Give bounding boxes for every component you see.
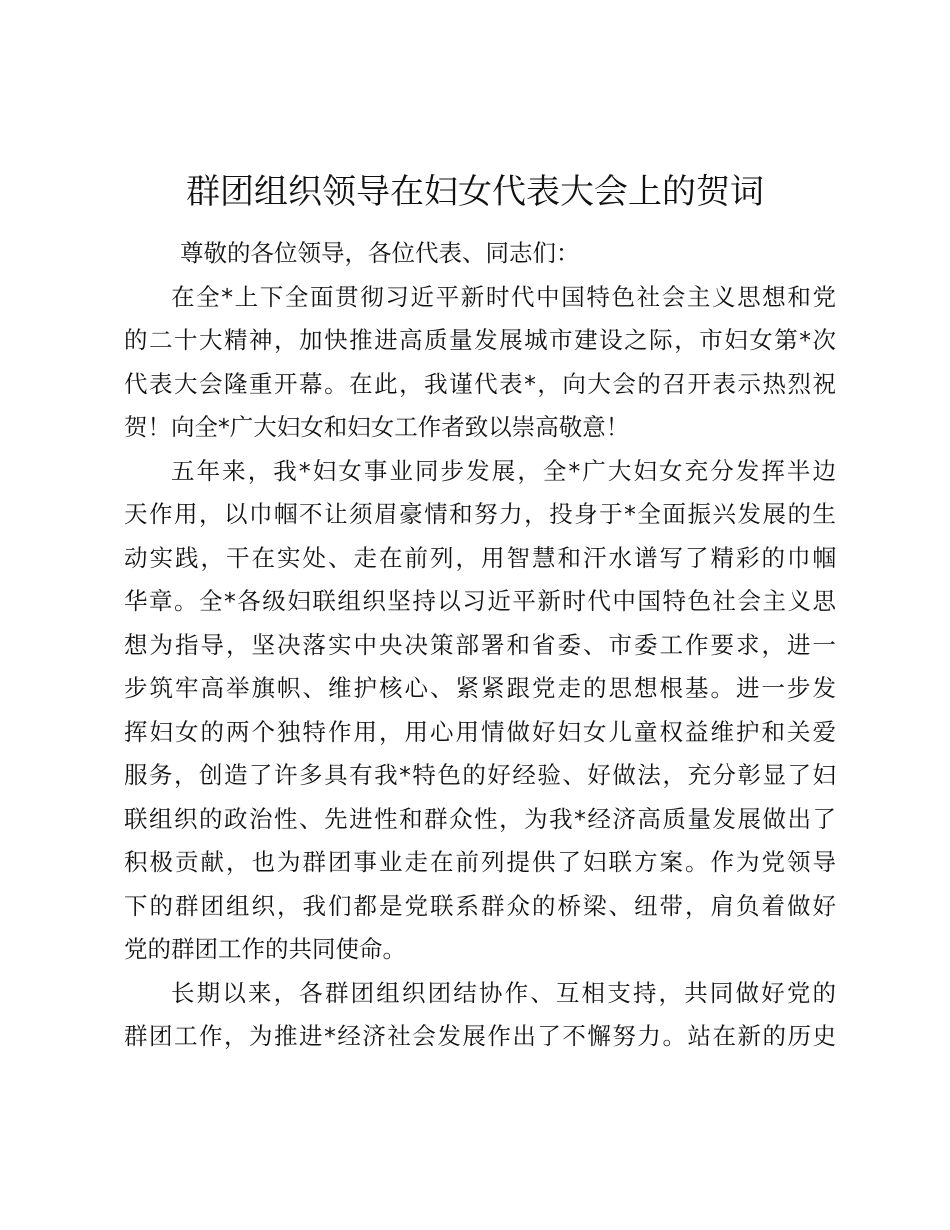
document-title: 群团组织领导在妇女代表大会上的贺词: [186, 172, 764, 212]
paragraph-1-line-3: 代表大会隆重开幕。在此，我谨代表*，向大会的召开表示热烈祝: [124, 369, 836, 398]
paragraph-1-line-2: 的二十大精神，加快推进高质量发展城市建设之际，市妇女第*次: [124, 326, 836, 354]
paragraph-1-line-4: 贺！向全*广大妇女和妇女工作者致以崇高敬意！: [124, 413, 630, 441]
document-body: [124, 232, 836, 1059]
paragraph-1-line-1: 在全*上下全面贯彻习近平新时代中国特色社会主义思想和党: [171, 282, 836, 311]
salutation-line: 尊敬的各位领导，各位代表、同志们：: [180, 239, 580, 267]
paragraph-2-line-10: 积极贡献，也为群团事业走在前列提供了妇联方案。作为党领导: [124, 848, 836, 876]
paragraph-2-line-11: 下的群团组织，我们都是党联系群众的桥梁、纽带，肩负着做好: [124, 891, 836, 920]
paragraph-2-line-5: 想为指导，坚决落实中央决策部署和省委、市委工作要求，进一: [124, 630, 836, 659]
paragraph-2-line-1: 五年来，我*妇女事业同步发展，全*广大妇女充分发挥半边: [171, 456, 836, 485]
paragraph-2-line-4: 华章。全*各级妇联组织坚持以习近平新时代中国特色社会主义思: [124, 587, 836, 615]
paragraph-2-line-7: 挥妇女的两个独特作用，用心用情做好妇女儿童权益维护和关爱: [124, 717, 836, 746]
paragraph-2-line-9: 联组织的政治性、先进性和群众性，为我*经济高质量发展做出了: [124, 804, 836, 833]
paragraph-2-line-12: 党的群团工作的共同使命。: [124, 935, 406, 963]
paragraph-2-line-3: 动实践，干在实处、走在前列，用智慧和汗水谱写了精彩的巾帼: [124, 543, 836, 572]
paragraph-3-line-1: 长期以来，各群团组织团结协作、互相支持，共同做好党的: [171, 978, 836, 1007]
paragraph-2-line-6: 步筑牢高举旗帜、维护核心、紧紧跟党走的思想根基。进一步发: [124, 674, 836, 702]
paragraph-3-line-2: 群团工作，为推进*经济社会发展作出了不懈努力。站在新的历史: [124, 1022, 836, 1050]
paragraph-2-line-2: 天作用，以巾帼不让须眉豪情和努力，投身于*全面振兴发展的生: [124, 500, 836, 528]
paragraph-2-line-8: 服务，创造了许多具有我*特色的好经验、好做法，充分彰显了妇: [124, 761, 836, 789]
